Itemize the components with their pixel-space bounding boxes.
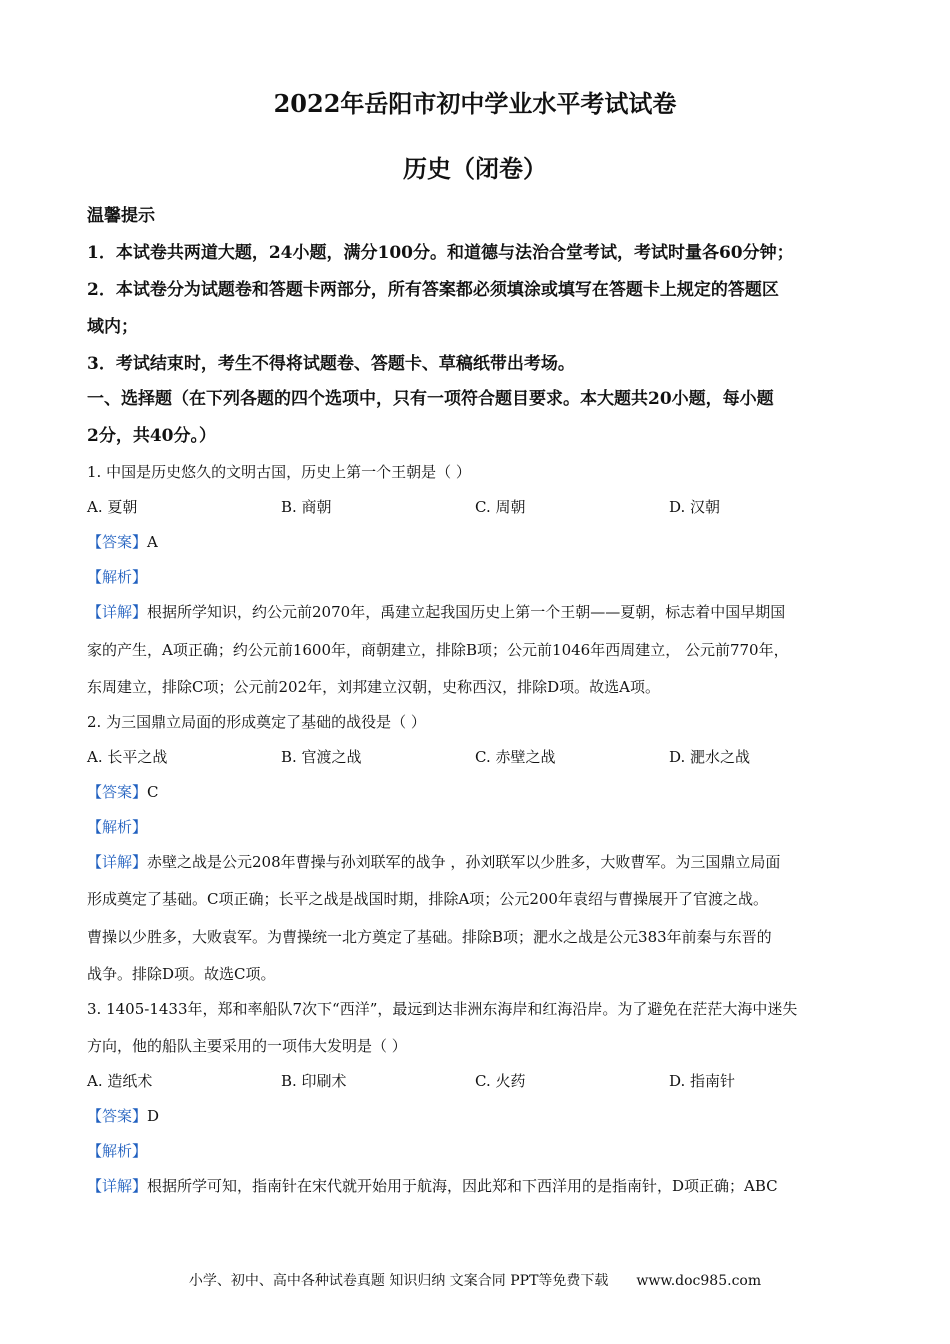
detail-text: 战争。排除D项。故选C项。 [87, 965, 276, 983]
analysis-line [87, 817, 877, 837]
answer-line [87, 782, 877, 802]
option-c: C. 火药 [475, 1072, 526, 1090]
option-c: C. 赤壁之战 [475, 748, 556, 766]
detail-label: 【详解】 [87, 603, 148, 621]
exam-title: 2022年岳阳市初中学业水平考试试卷 [273, 89, 677, 118]
analysis-label: 【解析】 [87, 568, 148, 586]
question-stem: 1. 中国是历史悠久的文明古国，历史上第一个王朝是（ ） [87, 463, 471, 481]
detail-line [87, 602, 877, 622]
option-d: D. 指南针 [669, 1072, 736, 1090]
answer-label: 【答案】 [87, 1107, 148, 1125]
analysis-label: 【解析】 [87, 818, 148, 836]
answer-value: A [147, 533, 158, 551]
answer-line [87, 532, 877, 552]
detail-text: 东周建立，排除C项；公元前202年，刘邦建立汉朝，史称西汉，排除D项。故选A项。 [87, 678, 660, 696]
notice-item: 1．本试卷共两道大题，24小题，满分100分。和道德与法治合堂考试，考试时量各60分钟； [87, 243, 794, 263]
analysis-line [87, 567, 877, 587]
option-d: D. 淝水之战 [669, 748, 751, 766]
detail-text: 曹操以少胜多，大败袁军。为曹操统一北方奠定了基础。排除B项；淝水之战是公元383年前秦与东晋的 [87, 928, 772, 946]
detail-line [87, 1176, 877, 1196]
notice-item: 3．考试结束时，考生不得将试题卷、答题卡、草稿纸带出考场。 [87, 354, 575, 374]
page-footer [0, 1270, 950, 1290]
option-c: C. 周朝 [475, 498, 526, 516]
notice-item: 2．本试卷分为试题卷和答题卡两部分，所有答案都必须填涂或填写在答题卡上规定的答题区 [87, 280, 779, 300]
option-b: B. 官渡之战 [281, 748, 362, 766]
detail-label: 【详解】 [87, 1177, 148, 1195]
footer-text: 小学、初中、高中各种试卷真题 知识归纳 文案合同 PPT等免费下载 [188, 1273, 609, 1289]
option-a: A. 夏朝 [87, 498, 138, 516]
question-stem: 3. 1405-1433年，郑和率船队7次下“西洋”，最远到达非洲东海岸和红海沿岸。为了避免在茫茫大海中迷失 [87, 1000, 798, 1018]
option-a: A. 造纸术 [87, 1072, 153, 1090]
option-b: B. 印刷术 [281, 1072, 347, 1090]
notice-heading: 温馨提示 [87, 206, 155, 226]
answer-line [87, 1106, 877, 1126]
question-stem: 2. 为三国鼎立局面的形成奠定了基础的战役是（ ） [87, 713, 426, 731]
exam-subtitle: 历史（闭卷） [403, 154, 547, 183]
answer-label: 【答案】 [87, 783, 148, 801]
notice-item: 域内； [87, 317, 138, 337]
section-heading: 一、选择题（在下列各题的四个选项中，只有一项符合题目要求。本大题共20小题，每小题 [87, 389, 774, 409]
question-stem-cont: 方向，他的船队主要采用的一项伟大发明是（ ） [87, 1037, 407, 1055]
footer-link[interactable]: www.doc985.com [636, 1273, 762, 1289]
detail-text: 形成奠定了基础。C项正确；长平之战是战国时期，排除A项；公元200年袁绍与曹操展开了官渡之战。 [87, 890, 768, 908]
analysis-label: 【解析】 [87, 1142, 148, 1160]
detail-text: 家的产生，A项正确；约公元前1600年，商朝建立，排除B项；公元前1046年西周建立， 公元前770年， [87, 641, 789, 659]
answer-value: D [147, 1107, 160, 1125]
section-heading-cont: 2分，共40分。） [87, 426, 216, 446]
analysis-line [87, 1141, 877, 1161]
option-a: A. 长平之战 [87, 748, 168, 766]
detail-line [87, 852, 877, 872]
detail-text: 根据所学知识，约公元前2070年，禹建立起我国历史上第一个王朝——夏朝，标志着中国早期国 [147, 603, 786, 621]
detail-text: 赤壁之战是公元208年曹操与孙刘联军的战争 ，孙刘联军以少胜多，大败曹军。为三国鼎立局面 [147, 853, 781, 871]
detail-text: 根据所学可知，指南针在宋代就开始用于航海，因此郑和下西洋用的是指南针，D项正确；ABC [147, 1177, 778, 1195]
option-b: B. 商朝 [281, 498, 332, 516]
detail-label: 【详解】 [87, 853, 148, 871]
option-d: D. 汉朝 [669, 498, 721, 516]
answer-value: C [147, 783, 159, 801]
answer-label: 【答案】 [87, 533, 148, 551]
